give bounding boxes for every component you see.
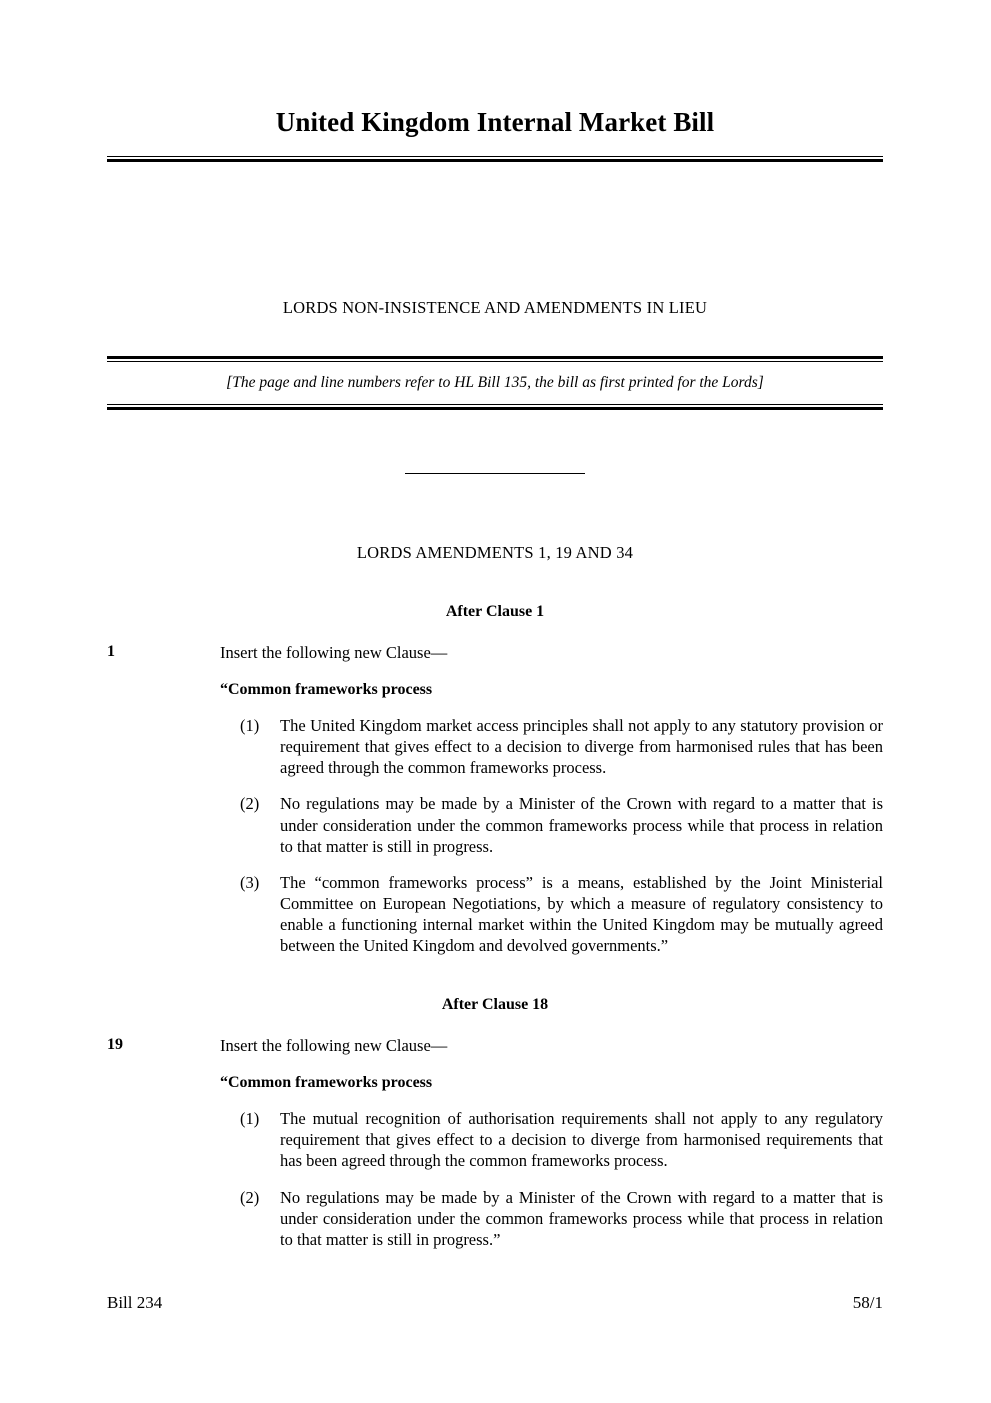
amendment-block: [107, 603, 883, 956]
amendments-heading: LORDS AMENDMENTS 1, 19 AND 34: [356, 543, 634, 563]
title-double-rule: [107, 156, 883, 162]
footer-page-reference: 58/1: [852, 1293, 883, 1312]
subparagraph: [240, 872, 883, 956]
subparagraph-marker: (2): [240, 794, 260, 814]
footer-bill-number: Bill 234: [107, 1293, 163, 1312]
clause-title: “Common frameworks process: [220, 1074, 433, 1092]
insert-row: [107, 1036, 883, 1056]
page-footer: [107, 1293, 883, 1313]
insert-instruction: Insert the following new Clause—: [220, 643, 448, 663]
subparagraph-marker: (2): [240, 1187, 260, 1207]
subparagraph-marker: (1): [240, 716, 260, 736]
separator-rule: [405, 473, 585, 475]
subparagraph-text: The mutual recognition of authorisation requirements shall not apply to any regulatory requirement that gives effect to a decision to diverge from harmonised requirements that has been agreed through the common frameworks process.: [280, 1109, 883, 1171]
note-box: [107, 356, 883, 410]
note-text: [The page and line numbers refer to HL Bill 135, the bill as first printed for the Lords]: [226, 374, 764, 392]
separator-rule-wrap: [107, 464, 883, 482]
section-heading: LORDS NON-INSISTENCE AND AMENDMENTS IN LIEU: [282, 298, 708, 318]
subparagraph: [240, 793, 883, 856]
amendment-number: 19: [107, 1036, 123, 1054]
subparagraph-text: The United Kingdom market access principles shall not apply to any statutory provision or requirement that gives effect to a decision to diverge from harmonised rules that has been agreed through the common frameworks process.: [280, 716, 883, 778]
clause-title: “Common frameworks process: [220, 681, 433, 699]
subparagraph: [240, 715, 883, 778]
subparagraph-marker: (3): [240, 872, 260, 892]
clause-heading: After Clause 18: [441, 996, 549, 1014]
subparagraph: [240, 1187, 883, 1250]
note-bottom-rule-thick: [107, 407, 883, 410]
subparagraph-text: No regulations may be made by a Minister of the Crown with regard to a matter that is under consideration under the common frameworks process while that process in relation to that matter is still in progress.: [280, 794, 883, 856]
document-content: [107, 0, 883, 1250]
amendment-number: 1: [107, 643, 115, 661]
clause-heading: After Clause 1: [445, 603, 545, 621]
insert-row: [107, 643, 883, 663]
subparagraph-text: The “common frameworks process” is a means, established by the Joint Ministerial Committee on European Negotiations, by which a measure of regulatory consistency to enable a functioning internal market within the United Kingdom may be mutually agreed between the United Kingdom and devolved governments.”: [280, 872, 883, 956]
subparagraph-marker: (1): [240, 1109, 260, 1129]
page-title: United Kingdom Internal Market Bill: [275, 107, 715, 137]
title-rule-thick: [107, 159, 883, 162]
subparagraph-text: No regulations may be made by a Minister of the Crown with regard to a matter that is under consideration under the common frameworks process while that process in relation to that matter is still in progress.”: [280, 1187, 883, 1249]
subparagraph: [240, 1108, 883, 1171]
insert-instruction: Insert the following new Clause—: [220, 1036, 448, 1056]
amendment-block: [107, 996, 883, 1250]
